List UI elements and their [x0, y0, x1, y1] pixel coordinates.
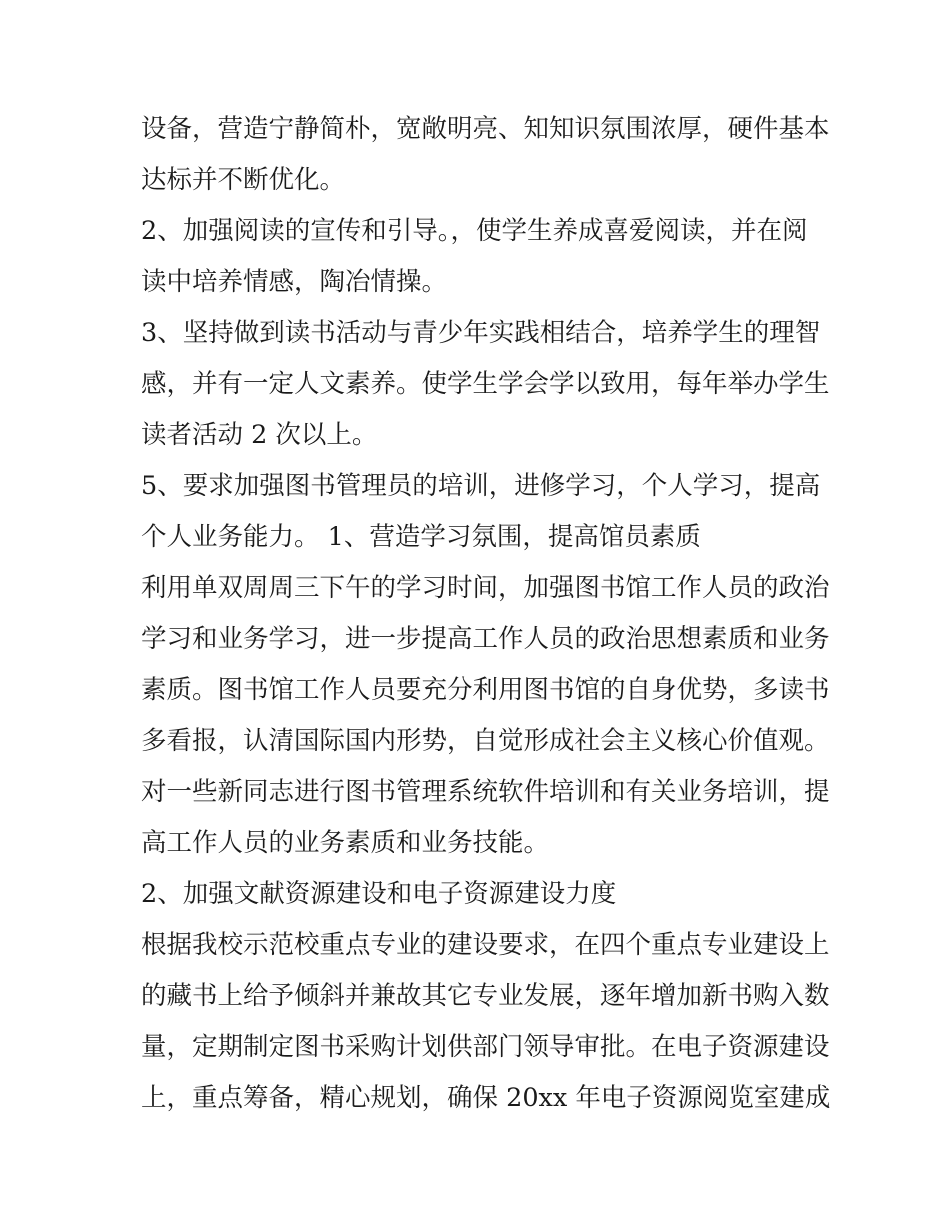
text-line: 对一些新同志进行图书管理系统软件培训和有关业务培训，提: [141, 777, 830, 807]
text-line: 3、坚持做到读书活动与青少年实践相结合，培养学生的理智: [141, 318, 821, 348]
text-line: 读中培养情感，陶冶情操。: [141, 267, 448, 297]
text-line: 素质。图书馆工作人员要充分利用图书馆的自身优势，多读书: [141, 675, 830, 705]
text-line: 个人业务能力。 1、营造学习氛围，提高馆员素质: [141, 522, 701, 552]
text-line: 感，并有一定人文素养。使学生学会学以致用，每年举办学生: [141, 369, 830, 399]
text-line: 的藏书上给予倾斜并兼故其它专业发展，逐年增加新书购入数: [141, 981, 830, 1011]
text-line: 2、加强文献资源建设和电子资源建设力度: [141, 879, 617, 909]
text-line: 根据我校示范校重点专业的建设要求，在四个重点专业建设上: [141, 930, 830, 960]
text-line: 读者活动 2 次以上。: [141, 420, 378, 450]
body-text: [141, 104, 831, 1124]
text-line: 高工作人员的业务素质和业务技能。: [141, 828, 550, 858]
text-line: 学习和业务学习，进一步提高工作人员的政治思想素质和业务: [141, 624, 830, 654]
text-line: 多看报，认清国际国内形势，自觉形成社会主义核心价值观。: [141, 726, 830, 756]
text-line: 5、要求加强图书管理员的培训，进修学习，个人学习，提高: [141, 471, 821, 501]
text-line: 量，定期制定图书采购计划供部门领导审批。在电子资源建设: [141, 1032, 830, 1062]
text-line: 设备，营造宁静简朴，宽敞明亮、知知识氛围浓厚，硬件基本: [141, 114, 830, 144]
text-line: 达标并不断优化。: [141, 165, 346, 195]
text-line: 上，重点筹备，精心规划，确保 20xx 年电子资源阅览室建成: [141, 1083, 831, 1113]
text-line: 2、加强阅读的宣传和引导。，使学生养成喜爱阅读，并在阅: [141, 216, 808, 246]
text-line: 利用单双周周三下午的学习时间，加强图书馆工作人员的政治: [141, 573, 830, 603]
